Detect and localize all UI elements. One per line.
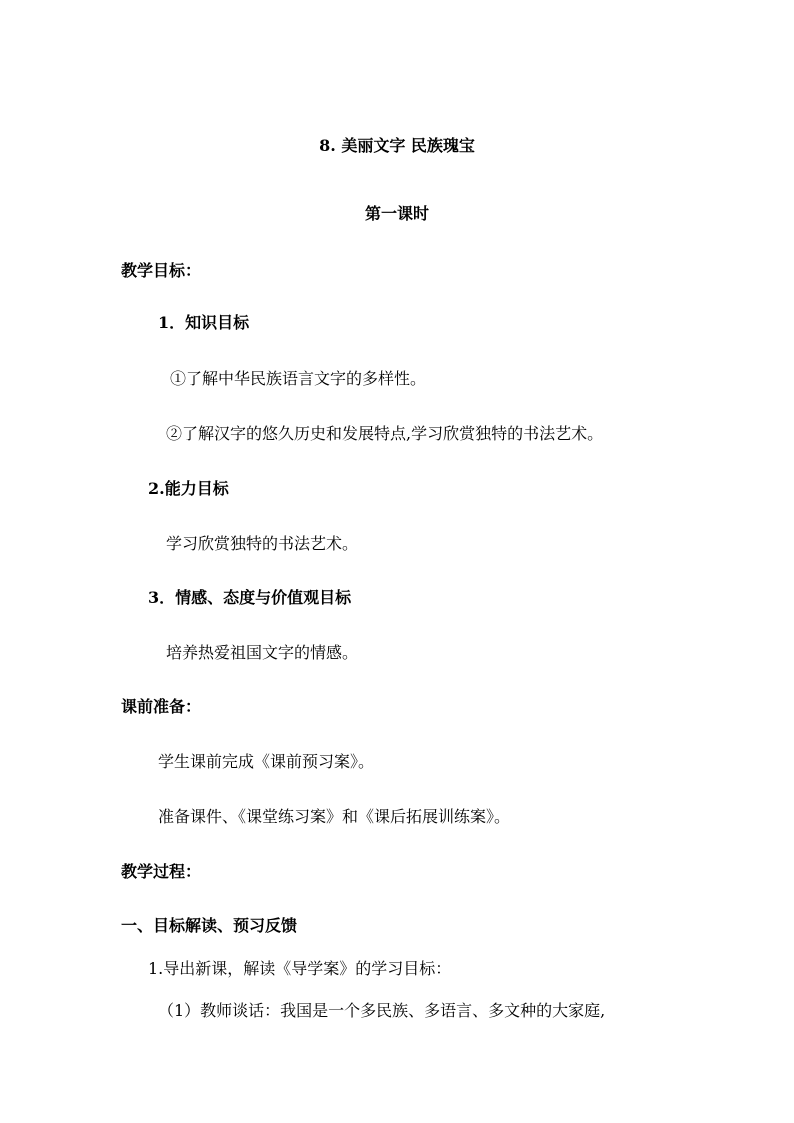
document-title: 8. 美丽文字 民族瑰宝	[319, 136, 475, 155]
process-step-1-sub-1: （1）教师谈话：我国是一个多民族、多语言、多文种的大家庭,	[158, 1001, 606, 1020]
emotion-objective-heading: 3．情感、态度与价值观目标	[148, 588, 352, 607]
process-heading: 教学过程：	[121, 862, 202, 881]
preparation-heading: 课前准备：	[121, 697, 202, 716]
lesson-period: 第一课时	[364, 204, 429, 223]
knowledge-objective-heading: 1．知识目标	[158, 313, 250, 332]
preparation-line-2: 准备课件、《课堂练习案》和《课后拓展训练案》。	[158, 807, 511, 826]
knowledge-objective-item-2: ②了解汉字的悠久历史和发展特点,学习欣赏独特的书法艺术。	[166, 424, 604, 443]
knowledge-objective-item-1: ①了解中华民族语言文字的多样性。	[170, 369, 427, 388]
ability-objective-heading: 2.能力目标	[148, 479, 229, 498]
objectives-heading: 教学目标：	[121, 261, 202, 280]
process-step-1: 1.导出新课，解读《导学案》的学习目标：	[148, 959, 452, 978]
emotion-objective-text: 培养热爱祖国文字的情感。	[166, 643, 359, 662]
preparation-line-1: 学生课前完成《课前预习案》。	[158, 752, 375, 771]
process-part-1-heading: 一、目标解读、预习反馈	[121, 916, 298, 935]
ability-objective-text: 学习欣赏独特的书法艺术。	[166, 534, 359, 553]
